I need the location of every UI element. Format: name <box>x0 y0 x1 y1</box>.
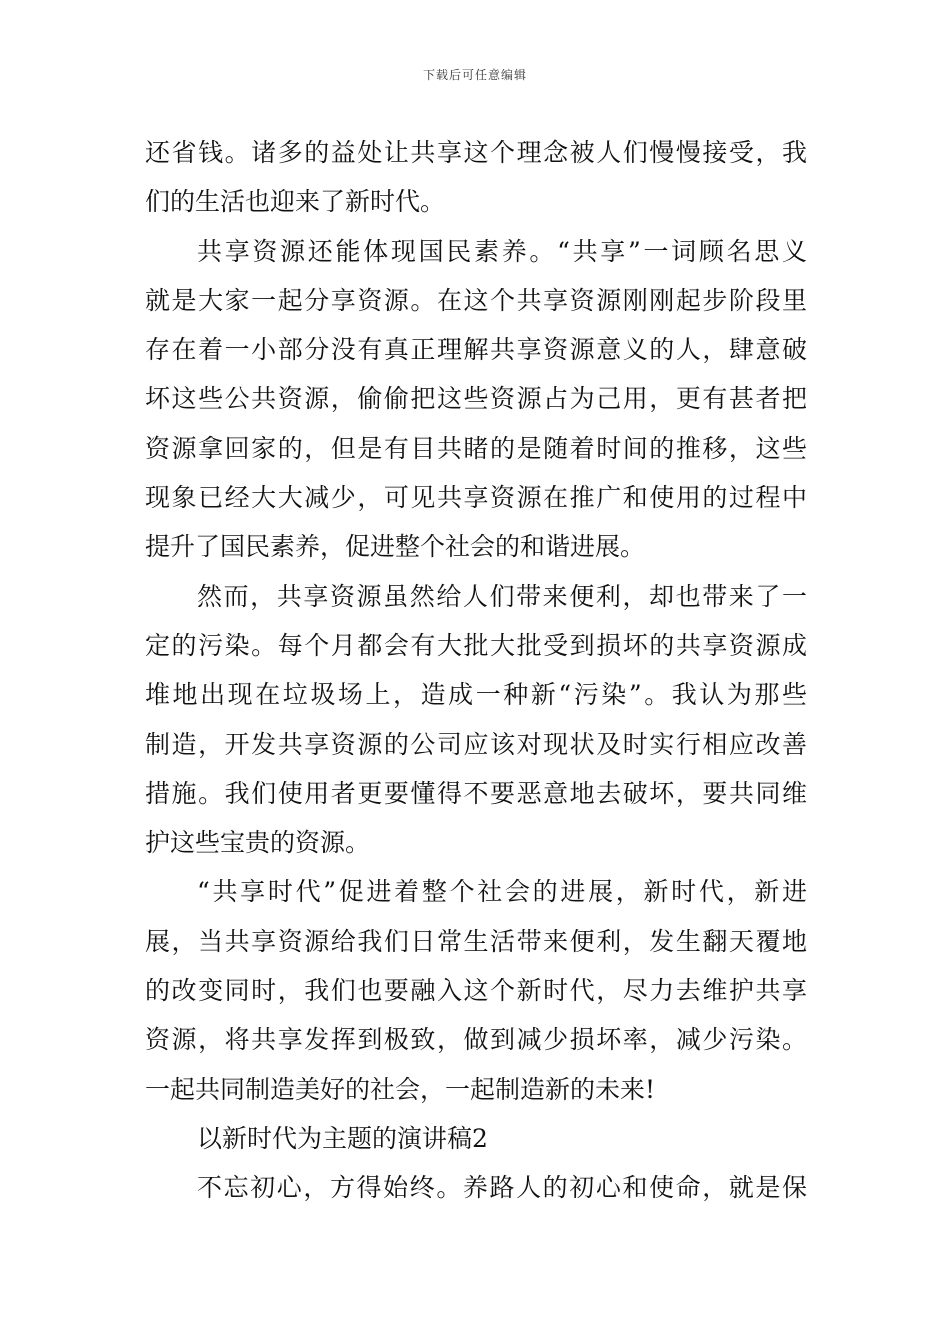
body-line: 还省钱。诸多的益处让共享这个理念被人们慢慢接受，我 <box>145 138 807 167</box>
body-line: 共享资源还能体现国民素养。“共享”一词顾名思义 <box>197 236 807 266</box>
body-line: 资源拿回家的，但是有目共睹的是随着时间的推移，这些 <box>145 433 807 463</box>
body-line: 定的污染。每个月都会有大批大批受到损坏的共享资源成 <box>145 630 807 660</box>
body-line: 堆地出现在垃圾场上，造成一种新“污染”。我认为那些 <box>145 680 807 710</box>
body-line: 资源，将共享发挥到极致，做到减少损坏率，减少污染。 <box>145 1025 807 1055</box>
body-line: 一起共同制造美好的社会，一起制造新的未来! <box>145 1074 656 1104</box>
body-line: 现象已经大大减少，可见共享资源在推广和使用的过程中 <box>145 483 807 513</box>
body-line: 护这些宝贵的资源。 <box>145 828 371 858</box>
body-line: 存在着一小部分没有真正理解共享资源意义的人，肆意破 <box>145 335 807 365</box>
body-line: 的改变同时，我们也要融入这个新时代，尽力去维护共享 <box>145 976 807 1006</box>
header-note: 下载后可任意编辑 <box>422 68 527 82</box>
body-line: 就是大家一起分享资源。在这个共享资源刚刚起步阶段里 <box>145 285 807 315</box>
body-line: 不忘初心，方得始终。养路人的初心和使命，就是保 <box>197 1173 807 1203</box>
body-line: 措施。我们使用者更要懂得不要恶意地去破坏，要共同维 <box>145 778 807 808</box>
body-line: “共享时代”促进着整个社会的进展，新时代，新进 <box>197 877 807 907</box>
body-line: 提升了国民素养，促进整个社会的和谐进展。 <box>145 532 646 562</box>
body-line: 展，当共享资源给我们日常生活带来便利，发生翻天覆地 <box>145 926 807 956</box>
body-line: 制造，开发共享资源的公司应该对现状及时实行相应改善 <box>145 729 807 759</box>
section-heading: 以新时代为主题的演讲稿2 <box>197 1123 488 1153</box>
body-line: 然而，共享资源虽然给人们带来便利，却也带来了一 <box>197 581 807 611</box>
document-body <box>145 128 807 1213</box>
body-line: 坏这些公共资源，偷偷把这些资源占为己用，更有甚者把 <box>145 384 807 414</box>
body-line: 们的生活也迎来了新时代。 <box>145 187 446 217</box>
